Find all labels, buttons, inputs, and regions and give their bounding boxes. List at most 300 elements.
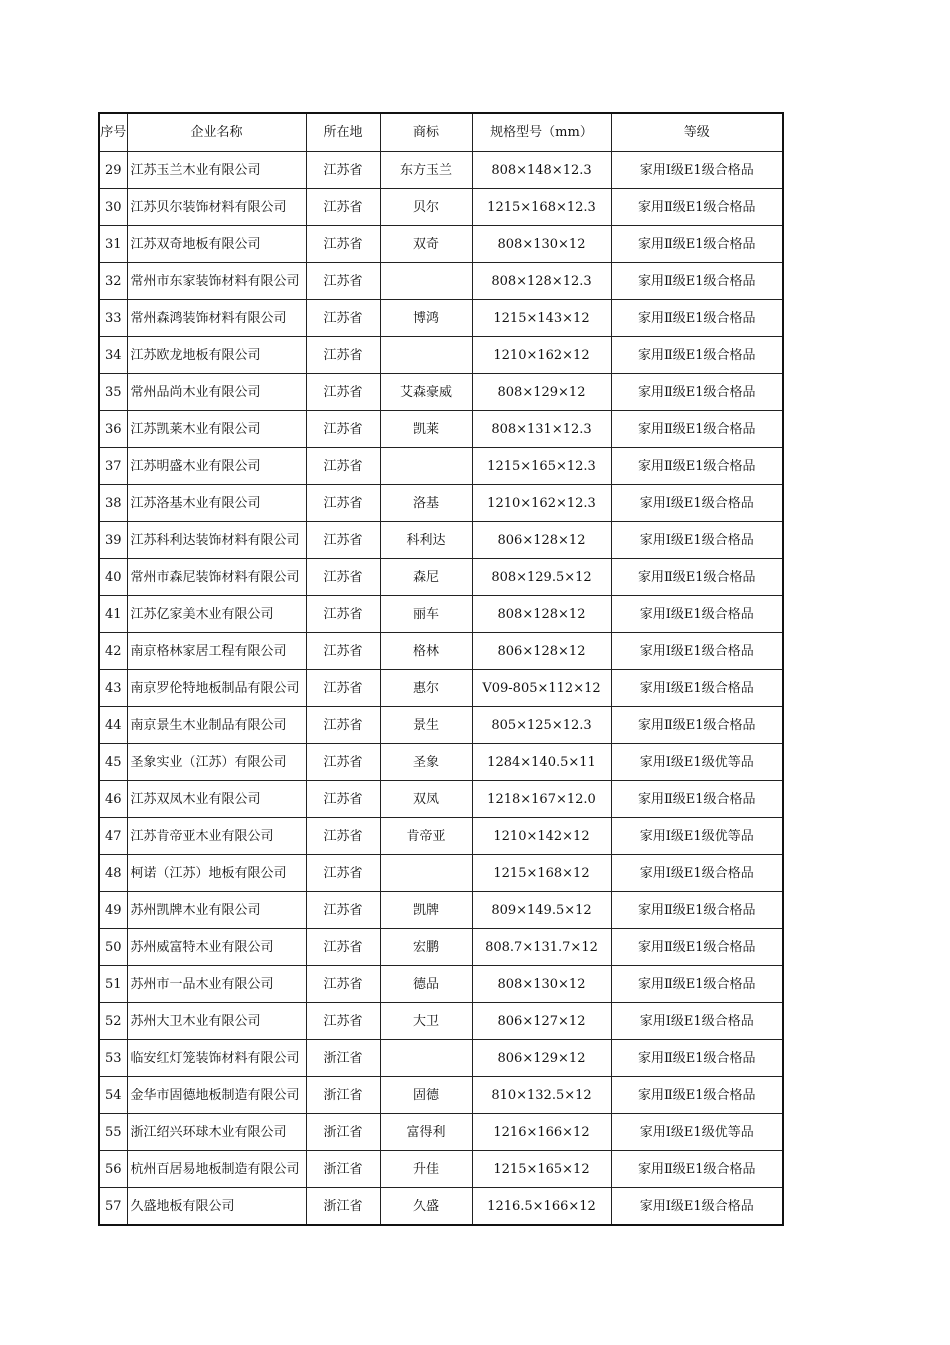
cell-spec: [472, 892, 611, 929]
cell-grade-text: 家用Ⅰ级E1级优等品: [639, 828, 754, 844]
cell-grade: [611, 596, 783, 633]
cell-seq-text: 44: [104, 717, 122, 733]
cell-spec: [472, 670, 611, 707]
table-row: [99, 374, 783, 411]
cell-company: [127, 448, 306, 485]
table-row: [99, 1188, 783, 1226]
cell-grade-text: 家用Ⅱ级E1级合格品: [637, 310, 756, 326]
cell-spec-text: 1215×168×12.3: [487, 199, 596, 215]
cell-spec: [472, 855, 611, 892]
cell-brand: [380, 300, 472, 337]
cell-spec: [472, 1114, 611, 1151]
cell-brand: [380, 522, 472, 559]
cell-spec-text: 808.7×131.7×12: [485, 939, 598, 955]
cell-location-text: 江苏省: [323, 680, 363, 696]
cell-location-text: 江苏省: [323, 458, 363, 474]
cell-company: [127, 337, 306, 374]
cell-brand-text: 双凤: [412, 791, 439, 807]
cell-grade-text: 家用Ⅰ级E1级合格品: [639, 532, 754, 548]
cell-grade: [611, 152, 783, 189]
cell-company: [127, 226, 306, 263]
table-row: [99, 744, 783, 781]
cell-grade-text: 家用Ⅱ级E1级合格品: [637, 273, 756, 289]
cell-brand-text: 双奇: [412, 236, 439, 252]
cell-spec: [472, 263, 611, 300]
cell-company: [127, 1003, 306, 1040]
cell-seq: [99, 1114, 127, 1151]
cell-location: [306, 670, 380, 707]
cell-brand: [380, 226, 472, 263]
cell-location: [306, 559, 380, 596]
cell-grade: [611, 1003, 783, 1040]
cell-company: [127, 966, 306, 1003]
cell-spec: [472, 707, 611, 744]
cell-grade-text: 家用Ⅱ级E1级合格品: [637, 569, 756, 585]
cell-spec-text: 808×129×12: [497, 384, 586, 400]
cell-company: [127, 263, 306, 300]
cell-seq-text: 42: [104, 643, 122, 659]
cell-grade-text: 家用Ⅱ级E1级合格品: [637, 717, 756, 733]
cell-grade: [611, 300, 783, 337]
cell-grade-text: 家用Ⅱ级E1级合格品: [637, 236, 756, 252]
cell-grade-text: 家用Ⅱ级E1级合格品: [637, 347, 756, 363]
cell-grade-text: 家用Ⅰ级E1级优等品: [639, 754, 754, 770]
cell-location-text: 江苏省: [323, 606, 363, 622]
cell-location: [306, 966, 380, 1003]
cell-location-text: 浙江省: [323, 1161, 363, 1177]
table-row: [99, 1077, 783, 1114]
cell-location-text: 江苏省: [323, 162, 363, 178]
cell-spec-text: 808×128×12.3: [491, 273, 592, 289]
cell-brand: [380, 1188, 472, 1226]
cell-company-text: 浙江绍兴环球木业有限公司: [130, 1124, 287, 1140]
cell-seq: [99, 374, 127, 411]
cell-brand: [380, 485, 472, 522]
table-row: [99, 522, 783, 559]
cell-seq: [99, 263, 127, 300]
cell-location-text: 江苏省: [323, 1013, 363, 1029]
cell-brand-text: 洛基: [412, 495, 439, 511]
cell-spec: [472, 374, 611, 411]
cell-company-text: 柯诺（江苏）地板有限公司: [130, 865, 287, 881]
cell-brand-text: 升佳: [412, 1161, 439, 1177]
cell-grade: [611, 411, 783, 448]
cell-company-text: 南京格林家居工程有限公司: [130, 643, 287, 659]
cell-grade-text: 家用Ⅱ级E1级合格品: [637, 939, 756, 955]
cell-grade: [611, 226, 783, 263]
cell-company-text: 江苏凯莱木业有限公司: [130, 421, 261, 437]
cell-location: [306, 744, 380, 781]
cell-company-text: 常州市森尼装饰材料有限公司: [130, 569, 300, 585]
table-row: [99, 633, 783, 670]
cell-spec-text: V09-805×112×12: [482, 680, 601, 696]
cell-company-text: 南京罗伦特地板制品有限公司: [130, 680, 300, 696]
cell-spec: [472, 596, 611, 633]
cell-grade: [611, 744, 783, 781]
cell-grade-text: 家用Ⅱ级E1级合格品: [637, 791, 756, 807]
cell-spec: [472, 485, 611, 522]
cell-seq: [99, 892, 127, 929]
cell-seq-text: 55: [104, 1124, 122, 1140]
cell-location: [306, 152, 380, 189]
cell-spec-text: 1210×142×12: [493, 828, 590, 844]
cell-grade: [611, 781, 783, 818]
cell-spec-text: 1210×162×12.3: [487, 495, 596, 511]
cell-seq-text: 29: [104, 162, 122, 178]
cell-spec: [472, 929, 611, 966]
header-brand: 商标: [380, 113, 472, 152]
cell-company: [127, 152, 306, 189]
cell-seq-text: 33: [104, 310, 122, 326]
cell-grade: [611, 1151, 783, 1188]
cell-company: [127, 1077, 306, 1114]
cell-seq: [99, 1188, 127, 1226]
cell-seq-text: 53: [104, 1050, 122, 1066]
cell-grade: [611, 189, 783, 226]
cell-brand-text: 景生: [412, 717, 439, 733]
cell-grade-text: 家用Ⅰ级E1级合格品: [639, 643, 754, 659]
cell-grade: [611, 374, 783, 411]
cell-location-text: 江苏省: [323, 569, 363, 585]
cell-spec: [472, 522, 611, 559]
cell-seq-text: 39: [104, 532, 122, 548]
cell-brand: [380, 929, 472, 966]
cell-spec: [472, 781, 611, 818]
cell-company: [127, 707, 306, 744]
cell-company-text: 江苏洛基木业有限公司: [130, 495, 261, 511]
cell-grade-text: 家用Ⅱ级E1级合格品: [637, 1087, 756, 1103]
cell-brand: [380, 1077, 472, 1114]
cell-company: [127, 559, 306, 596]
table-row: [99, 670, 783, 707]
cell-location: [306, 522, 380, 559]
cell-spec-text: 805×125×12.3: [491, 717, 592, 733]
cell-grade: [611, 448, 783, 485]
cell-spec-text: 1218×167×12.0: [487, 791, 596, 807]
cell-location: [306, 1077, 380, 1114]
table-row: [99, 337, 783, 374]
cell-grade-text: 家用Ⅰ级E1级合格品: [639, 1198, 754, 1214]
cell-grade: [611, 485, 783, 522]
cell-location-text: 江苏省: [323, 754, 363, 770]
table-row: [99, 929, 783, 966]
cell-seq: [99, 226, 127, 263]
cell-seq: [99, 781, 127, 818]
table-row: [99, 781, 783, 818]
cell-grade-text: 家用Ⅰ级E1级合格品: [639, 1013, 754, 1029]
cell-spec: [472, 300, 611, 337]
cell-company-text: 临安红灯笼装饰材料有限公司: [130, 1050, 300, 1066]
cell-seq-text: 50: [104, 939, 122, 955]
cell-grade: [611, 1077, 783, 1114]
cell-brand-text: 贝尔: [412, 199, 439, 215]
cell-seq-text: 56: [104, 1161, 122, 1177]
cell-location: [306, 411, 380, 448]
cell-company-text: 圣象实业（江苏）有限公司: [130, 754, 287, 770]
cell-spec-text: 808×131×12.3: [491, 421, 592, 437]
cell-location-text: 江苏省: [323, 976, 363, 992]
table-row: [99, 1114, 783, 1151]
cell-seq-text: 43: [104, 680, 122, 696]
cell-company: [127, 300, 306, 337]
cell-grade: [611, 559, 783, 596]
cell-spec: [472, 337, 611, 374]
cell-company: [127, 818, 306, 855]
cell-grade: [611, 263, 783, 300]
cell-company: [127, 1188, 306, 1226]
cell-location-text: 江苏省: [323, 384, 363, 400]
cell-seq: [99, 1003, 127, 1040]
cell-spec-text: 808×128×12: [497, 606, 586, 622]
cell-seq: [99, 855, 127, 892]
table-row: [99, 448, 783, 485]
cell-seq-text: 52: [104, 1013, 122, 1029]
cell-grade: [611, 966, 783, 1003]
cell-spec: [472, 411, 611, 448]
cell-brand-text: 固德: [412, 1087, 439, 1103]
cell-seq: [99, 522, 127, 559]
cell-grade-text: 家用Ⅰ级E1级合格品: [639, 495, 754, 511]
cell-company-text: 常州品尚木业有限公司: [130, 384, 261, 400]
cell-grade-text: 家用Ⅰ级E1级优等品: [639, 1124, 754, 1140]
cell-company: [127, 522, 306, 559]
cell-brand: [380, 448, 472, 485]
cell-company-text: 江苏亿家美木业有限公司: [130, 606, 274, 622]
cell-location: [306, 1040, 380, 1077]
cell-brand: [380, 744, 472, 781]
table-row: [99, 411, 783, 448]
cell-spec: [472, 1077, 611, 1114]
cell-location: [306, 855, 380, 892]
cell-brand-text: 东方玉兰: [399, 162, 452, 178]
cell-spec: [472, 1151, 611, 1188]
cell-grade: [611, 1040, 783, 1077]
cell-grade: [611, 1188, 783, 1226]
cell-location: [306, 781, 380, 818]
cell-spec-text: 809×149.5×12: [491, 902, 592, 918]
cell-company-text: 苏州市一品木业有限公司: [130, 976, 274, 992]
cell-location-text: 江苏省: [323, 532, 363, 548]
cell-spec: [472, 1040, 611, 1077]
cell-brand: [380, 559, 472, 596]
cell-seq: [99, 337, 127, 374]
cell-company-text: 苏州威富特木业有限公司: [130, 939, 274, 955]
cell-brand: [380, 966, 472, 1003]
cell-seq: [99, 1151, 127, 1188]
cell-seq: [99, 670, 127, 707]
cell-brand-text: 科利达: [406, 532, 446, 548]
cell-company: [127, 1151, 306, 1188]
cell-spec-text: 1216.5×166×12: [487, 1198, 596, 1214]
cell-spec-text: 1216×166×12: [493, 1124, 590, 1140]
cell-company-text: 江苏肯帝亚木业有限公司: [130, 828, 274, 844]
cell-spec-text: 806×128×12: [497, 643, 586, 659]
table-body: [99, 152, 783, 1226]
cell-company: [127, 670, 306, 707]
cell-spec-text: 810×132.5×12: [491, 1087, 592, 1103]
cell-grade-text: 家用Ⅱ级E1级合格品: [637, 421, 756, 437]
cell-spec: [472, 633, 611, 670]
cell-company-text: 杭州百居易地板制造有限公司: [130, 1161, 300, 1177]
cell-seq: [99, 707, 127, 744]
table-row: [99, 1040, 783, 1077]
cell-spec-text: 808×148×12.3: [491, 162, 592, 178]
cell-location: [306, 337, 380, 374]
cell-location: [306, 300, 380, 337]
table-row: [99, 226, 783, 263]
cell-company: [127, 929, 306, 966]
cell-location-text: 浙江省: [323, 1050, 363, 1066]
cell-company: [127, 189, 306, 226]
cell-seq-text: 36: [104, 421, 122, 437]
cell-grade: [611, 929, 783, 966]
cell-company: [127, 374, 306, 411]
cell-location-text: 江苏省: [323, 791, 363, 807]
cell-seq: [99, 300, 127, 337]
cell-seq-text: 49: [104, 902, 122, 918]
header-company: 企业名称: [127, 113, 306, 152]
cell-brand-text: 宏鹏: [412, 939, 439, 955]
cell-location-text: 江苏省: [323, 902, 363, 918]
cell-grade-text: 家用Ⅱ级E1级合格品: [637, 384, 756, 400]
cell-company: [127, 485, 306, 522]
cell-spec-text: 806×129×12: [497, 1050, 586, 1066]
cell-brand-text: 格林: [412, 643, 439, 659]
cell-seq: [99, 596, 127, 633]
cell-grade-text: 家用Ⅰ级E1级合格品: [639, 865, 754, 881]
cell-location: [306, 707, 380, 744]
table-row: [99, 1003, 783, 1040]
cell-company-text: 江苏玉兰木业有限公司: [130, 162, 261, 178]
cell-location: [306, 892, 380, 929]
cell-seq-text: 37: [104, 458, 122, 474]
cell-brand: [380, 411, 472, 448]
cell-spec: [472, 818, 611, 855]
table-row: [99, 152, 783, 189]
cell-company-text: 江苏欧龙地板有限公司: [130, 347, 261, 363]
cell-seq-text: 48: [104, 865, 122, 881]
cell-brand: [380, 892, 472, 929]
cell-location-text: 江苏省: [323, 199, 363, 215]
cell-spec: [472, 226, 611, 263]
cell-location: [306, 374, 380, 411]
cell-location-text: 浙江省: [323, 1198, 363, 1214]
cell-spec: [472, 559, 611, 596]
table-row: [99, 263, 783, 300]
cell-location: [306, 1114, 380, 1151]
cell-seq: [99, 485, 127, 522]
cell-location: [306, 1151, 380, 1188]
header-row: [99, 113, 783, 152]
cell-location-text: 浙江省: [323, 1087, 363, 1103]
cell-brand-text: 久盛: [412, 1198, 439, 1214]
cell-brand: [380, 633, 472, 670]
cell-brand: [380, 1003, 472, 1040]
cell-brand-text: 丽车: [412, 606, 439, 622]
cell-spec-text: 1284×140.5×11: [487, 754, 596, 770]
cell-brand: [380, 670, 472, 707]
cell-brand: [380, 818, 472, 855]
cell-brand-text: 肯帝亚: [406, 828, 446, 844]
table-row: [99, 596, 783, 633]
cell-company-text: 江苏双凤木业有限公司: [130, 791, 261, 807]
cell-seq-text: 45: [104, 754, 122, 770]
cell-location-text: 江苏省: [323, 717, 363, 733]
cell-location: [306, 448, 380, 485]
cell-spec: [472, 152, 611, 189]
cell-brand-text: 博鸿: [412, 310, 439, 326]
cell-spec: [472, 448, 611, 485]
cell-seq: [99, 1077, 127, 1114]
table-row: [99, 559, 783, 596]
cell-location-text: 江苏省: [323, 236, 363, 252]
header-location: 所在地: [306, 113, 380, 152]
cell-location: [306, 1003, 380, 1040]
cell-spec-text: 1215×165×12: [493, 1161, 590, 1177]
cell-location: [306, 1188, 380, 1226]
cell-spec: [472, 1188, 611, 1226]
cell-company: [127, 1114, 306, 1151]
cell-seq: [99, 929, 127, 966]
cell-company-text: 久盛地板有限公司: [130, 1198, 235, 1214]
cell-grade: [611, 337, 783, 374]
cell-seq: [99, 411, 127, 448]
cell-grade-text: 家用Ⅰ级E1级合格品: [639, 606, 754, 622]
cell-spec-text: 806×128×12: [497, 532, 586, 548]
cell-seq: [99, 818, 127, 855]
cell-location: [306, 929, 380, 966]
cell-brand: [380, 337, 472, 374]
cell-location: [306, 263, 380, 300]
cell-grade: [611, 855, 783, 892]
cell-company: [127, 744, 306, 781]
cell-seq-text: 35: [104, 384, 122, 400]
table-row: [99, 818, 783, 855]
cell-company: [127, 596, 306, 633]
cell-seq: [99, 966, 127, 1003]
cell-brand: [380, 1040, 472, 1077]
cell-location-text: 江苏省: [323, 273, 363, 289]
cell-grade: [611, 707, 783, 744]
cell-brand-text: 凯莱: [412, 421, 439, 437]
cell-grade: [611, 670, 783, 707]
cell-brand: [380, 189, 472, 226]
table-row: [99, 966, 783, 1003]
cell-grade-text: 家用Ⅱ级E1级合格品: [637, 902, 756, 918]
table-row: [99, 300, 783, 337]
cell-brand: [380, 263, 472, 300]
cell-spec-text: 808×129.5×12: [491, 569, 592, 585]
cell-company-text: 常州市东家装饰材料有限公司: [130, 273, 300, 289]
cell-seq-text: 32: [104, 273, 122, 289]
cell-grade-text: 家用Ⅱ级E1级合格品: [637, 458, 756, 474]
cell-spec-text: 808×130×12: [497, 236, 586, 252]
cell-brand-text: 艾森豪威: [399, 384, 452, 400]
cell-grade: [611, 1114, 783, 1151]
cell-brand: [380, 152, 472, 189]
cell-location: [306, 485, 380, 522]
cell-seq-text: 34: [104, 347, 122, 363]
cell-seq: [99, 1040, 127, 1077]
cell-brand-text: 富得利: [406, 1124, 446, 1140]
cell-seq-text: 57: [104, 1198, 122, 1214]
cell-spec: [472, 744, 611, 781]
cell-location: [306, 596, 380, 633]
cell-seq-text: 54: [104, 1087, 122, 1103]
cell-company-text: 金华市固德地板制造有限公司: [130, 1087, 300, 1103]
cell-brand: [380, 707, 472, 744]
cell-company: [127, 1040, 306, 1077]
